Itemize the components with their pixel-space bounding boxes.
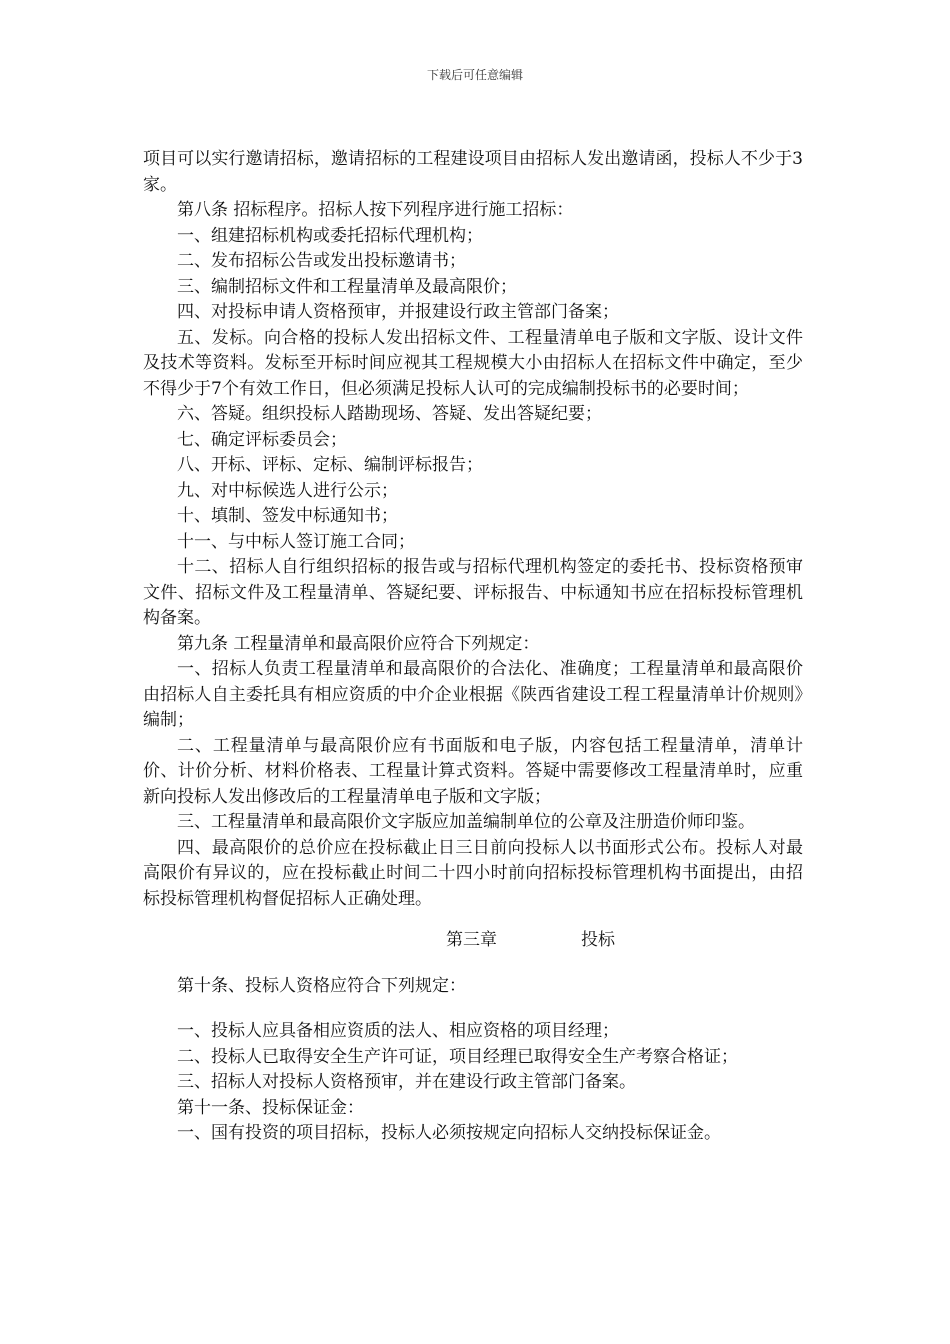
list-item: 八、开标、评标、定标、编制评标报告； bbox=[177, 455, 483, 475]
list-item: 三、招标人对投标人资格预审，并在建设行政主管部门备案。 bbox=[177, 1072, 636, 1092]
list-item: 三、编制招标文件和工程量清单及最高限价； bbox=[177, 276, 517, 297]
list-item: 五、发标。向合格的投标人发出招标文件、工程量清单电子版和文字版、设计文件及技术等资料。发标至开标时间应视其工程规模大小由招标人在招标文件中确定，至少不得少于7个有效工作日，但必须满足投标人认可的完成编制投标书的必要时间； bbox=[143, 327, 803, 399]
list-item: 四、最高限价的总价应在投标截止日三日前向投标人以书面形式公布。投标人对最高限价有异议的，应在投标截止时间二十四小时前向招标投标管理机构书面提出，由招标投标管理机构督促招标人正确处理。 bbox=[143, 837, 803, 909]
chapter-heading bbox=[143, 928, 803, 954]
list-item: 十、填制、签发中标通知书； bbox=[177, 506, 398, 526]
list-item: 十一、与中标人签订施工合同； bbox=[177, 531, 415, 552]
list-item: 一、招标人负责工程量清单和最高限价的合法化、准确度；工程量清单和最高限价由招标人自主委托具有相应资质的中介企业根据《陕西省建设工程工程量清单计价规则》编制； bbox=[143, 659, 803, 730]
article-10-heading: 第十条、投标人资格应符合下列规定： bbox=[177, 975, 466, 996]
list-item: 九、对中标候选人进行公示； bbox=[177, 480, 398, 501]
list-item: 一、国有投资的项目招标，投标人必须按规定向招标人交纳投标保证金。 bbox=[177, 1123, 721, 1143]
article-9-heading: 第九条 工程量清单和最高限价应符合下列规定： bbox=[177, 633, 540, 654]
list-item: 三、工程量清单和最高限价文字版应加盖编制单位的公章及注册造价师印鉴。 bbox=[177, 812, 755, 832]
list-item: 六、答疑。组织投标人踏勘现场、答疑、发出答疑纪要； bbox=[177, 404, 602, 424]
document-body bbox=[143, 147, 803, 1147]
list-item: 七、确定评标委员会； bbox=[177, 429, 347, 450]
chapter-title: 投标 bbox=[581, 930, 615, 950]
list-item: 一、组建招标机构或委托招标代理机构； bbox=[177, 225, 483, 246]
list-item: 十二、招标人自行组织招标的报告或与招标代理机构签定的委托书、投标资格预审文件、招标文件及工程量清单、答疑纪要、评标报告、中标通知书应在招标投标管理机构备案。 bbox=[143, 557, 803, 628]
paragraph: 项目可以实行邀请招标，邀请招标的工程建设项目由招标人发出邀请函，投标人不少于3家。 bbox=[143, 149, 803, 195]
list-item: 二、投标人已取得安全生产许可证，项目经理已取得安全生产考察合格证； bbox=[177, 1046, 738, 1067]
list-item: 四、对投标申请人资格预审，并报建设行政主管部门备案； bbox=[177, 302, 619, 322]
article-11-heading: 第十一条、投标保证金： bbox=[177, 1097, 364, 1118]
article-8-heading: 第八条 招标程序。招标人按下列程序进行施工招标： bbox=[177, 200, 574, 220]
chapter-number: 第三章 bbox=[446, 930, 497, 950]
list-item: 二、工程量清单与最高限价应有书面版和电子版，内容包括工程量清单，清单计价、计价分析、材料价格表、工程量计算式资料。答疑中需要修改工程量清单时，应重新向投标人发出修改后的工程量清单电子版和文字版； bbox=[143, 735, 803, 807]
page-header-note: 下载后可任意编辑 bbox=[426, 68, 523, 82]
list-item: 二、发布招标公告或发出投标邀请书； bbox=[177, 251, 466, 271]
list-item: 一、投标人应具备相应资质的法人、相应资格的项目经理； bbox=[177, 1021, 619, 1041]
